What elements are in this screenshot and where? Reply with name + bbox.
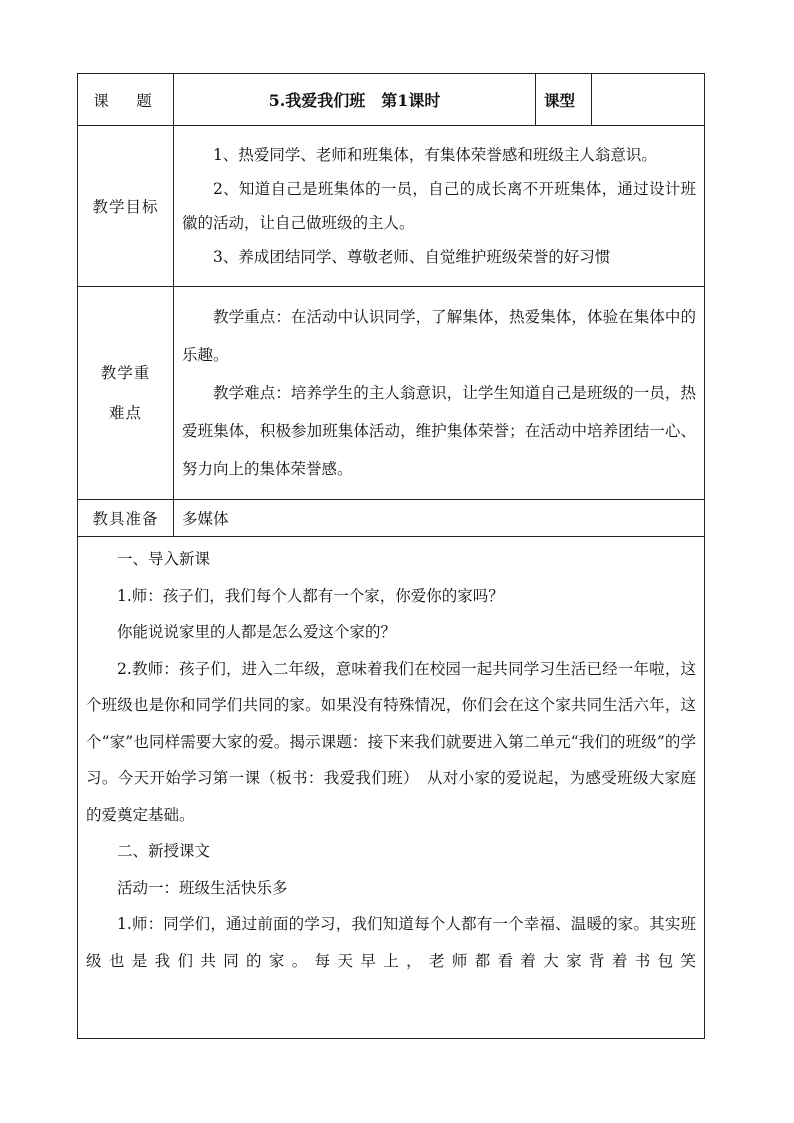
process-row [78, 537, 705, 1039]
lesson-title: 5.我爱我们班 第1课时 [174, 74, 536, 126]
materials-label: 教具准备 [78, 500, 174, 537]
objective-item: 2、知道自己是班集体的一员，自己的成长离不开班集体，通过设计班徽的活动，让自己做班级的主人。 [182, 180, 696, 232]
teaching-focus: 教学重点：在活动中认识同学，了解集体，热爱集体，体验在集体中的乐趣。 [182, 308, 696, 364]
materials-row [78, 500, 705, 537]
teaching-process [78, 537, 705, 1039]
process-paragraph: 你能说说家里的人都是怎么爱这个家的？ [117, 623, 397, 641]
lesson-plan-table [77, 73, 705, 1039]
process-paragraph: 1.师：同学们，通过前面的学习，我们知道每个人都有一个幸福、温暖的家。其实班级也是我们共同的家。每天早上，老师都看着大家背着书包笑 [86, 915, 696, 970]
section-heading: 二、新授课文 [117, 842, 211, 860]
key-points-label [78, 287, 174, 500]
objective-item: 3、养成团结同学、尊敬老师、自觉维护班级荣誉的好习惯 [213, 248, 611, 266]
key-points-content [174, 287, 705, 500]
header-row [78, 74, 705, 126]
section-heading: 一、导入新课 [117, 550, 211, 568]
key-points-label-line2: 难点 [108, 404, 142, 422]
objectives-content [174, 126, 705, 287]
key-points-row [78, 287, 705, 500]
objectives-label: 教学目标 [78, 126, 174, 287]
process-paragraph: 1.师：孩子们，我们每个人都有一个家，你爱你的家吗？ [117, 586, 504, 605]
process-paragraph: 2.教师：孩子们，进入二年级，意味着我们在校园一起共同学习生活已经一年啦，这个班级也是你和同学们共同的家。如果没有特殊情况，你们会在这个家共同生活六年，这个“家”也同样需要大家的爱。揭示课题：接下来我们就要进入第二单元“我们的班级”的学习。今天开始学习第一课（板书：我爱我们班） 从对小家的爱说起，为感受班级大家庭的爱奠定基础。 [86, 659, 696, 824]
lesson-plan-page [77, 73, 704, 1038]
materials-value: 多媒体 [174, 500, 705, 537]
activity-heading: 活动一：班级生活快乐多 [117, 878, 288, 897]
objectives-row [78, 126, 705, 287]
lesson-type-value [592, 74, 705, 126]
teaching-difficulty: 教学难点：培养学生的主人翁意识，让学生知道自己是班级的一员，热爱班集体，积极参加班集体活动，维护集体荣誉；在活动中培养团结一心、努力向上的集体荣誉感。 [182, 384, 696, 478]
lesson-type-label: 课型 [536, 74, 592, 126]
key-points-label-line1: 教学重 [100, 364, 151, 382]
objective-item: 1、热爱同学、老师和班集体，有集体荣誉感和班级主人翁意识。 [213, 146, 657, 164]
subject-label: 课 题 [78, 74, 174, 126]
